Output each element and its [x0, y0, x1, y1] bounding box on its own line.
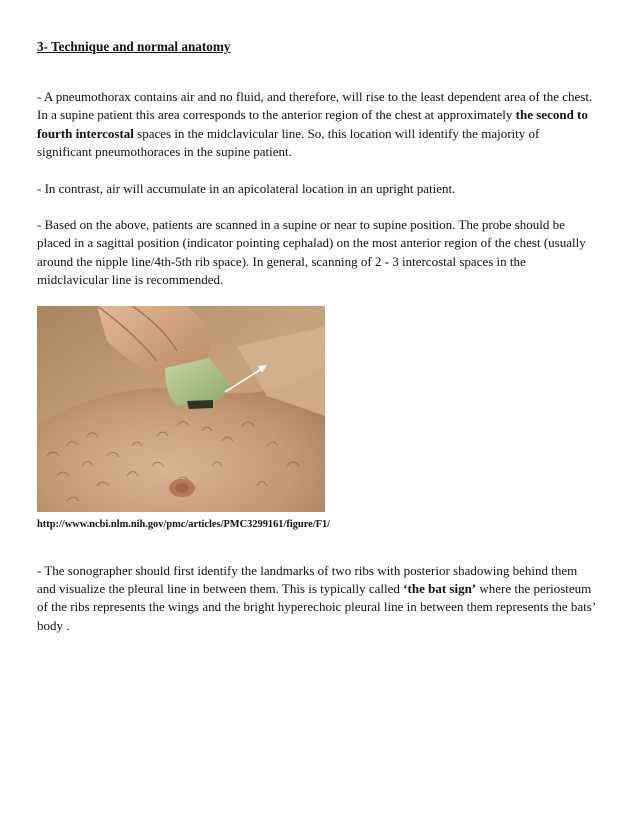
paragraph-text: - A pneumothorax contains air and no fluid, and therefore, will rise to the least dependent area of the chest. In a supine patient this area corresponds to the anterior region of the chest at approximately	[37, 89, 593, 123]
paragraph-bat-sign	[37, 562, 597, 636]
paragraph-text: spaces in the midclavicular line. So, this location will identify the majority of significant pneumothoraces in the supine patient.	[37, 125, 540, 160]
bold-phrase: the second to fourth intercostal	[37, 107, 588, 141]
paragraph-supine-location	[37, 88, 597, 162]
document-page	[37, 38, 597, 635]
paragraph-text: - The sonographer should first identify the landmarks of two ribs with posterior shadowing behind them and visualize the pleural line in between them. This is typically called	[37, 562, 578, 597]
figure-caption-link[interactable]: http://www.ncbi.nlm.nih.gov/pmc/articles/PMC3299161/figure/F1/	[37, 518, 331, 530]
paragraph-text: where the periosteum of the ribs represents the wings and the bright hyperechoic pleural line in between them represents the bats’ body .	[37, 581, 596, 633]
section-heading: 3- Technique and normal anatomy	[37, 39, 231, 54]
probe-placement-photo	[37, 306, 325, 512]
paragraph-upright-patient: - In contrast, air will accumulate in an apicolateral location in an upright patient.	[37, 180, 456, 196]
paragraph-probe-position: - Based on the above, patients are scanned in a supine or near to supine position. The probe should be placed in a sagittal position (indicator pointing cephalad) on the most anterior region of the chest (usually around the nipple line/4th-5th rib space). In general, scanning of 2 - 3 intercostal spaces in the midclavicular line is recommended.	[37, 217, 586, 288]
bold-phrase: ‘the bat sign’	[403, 581, 477, 597]
